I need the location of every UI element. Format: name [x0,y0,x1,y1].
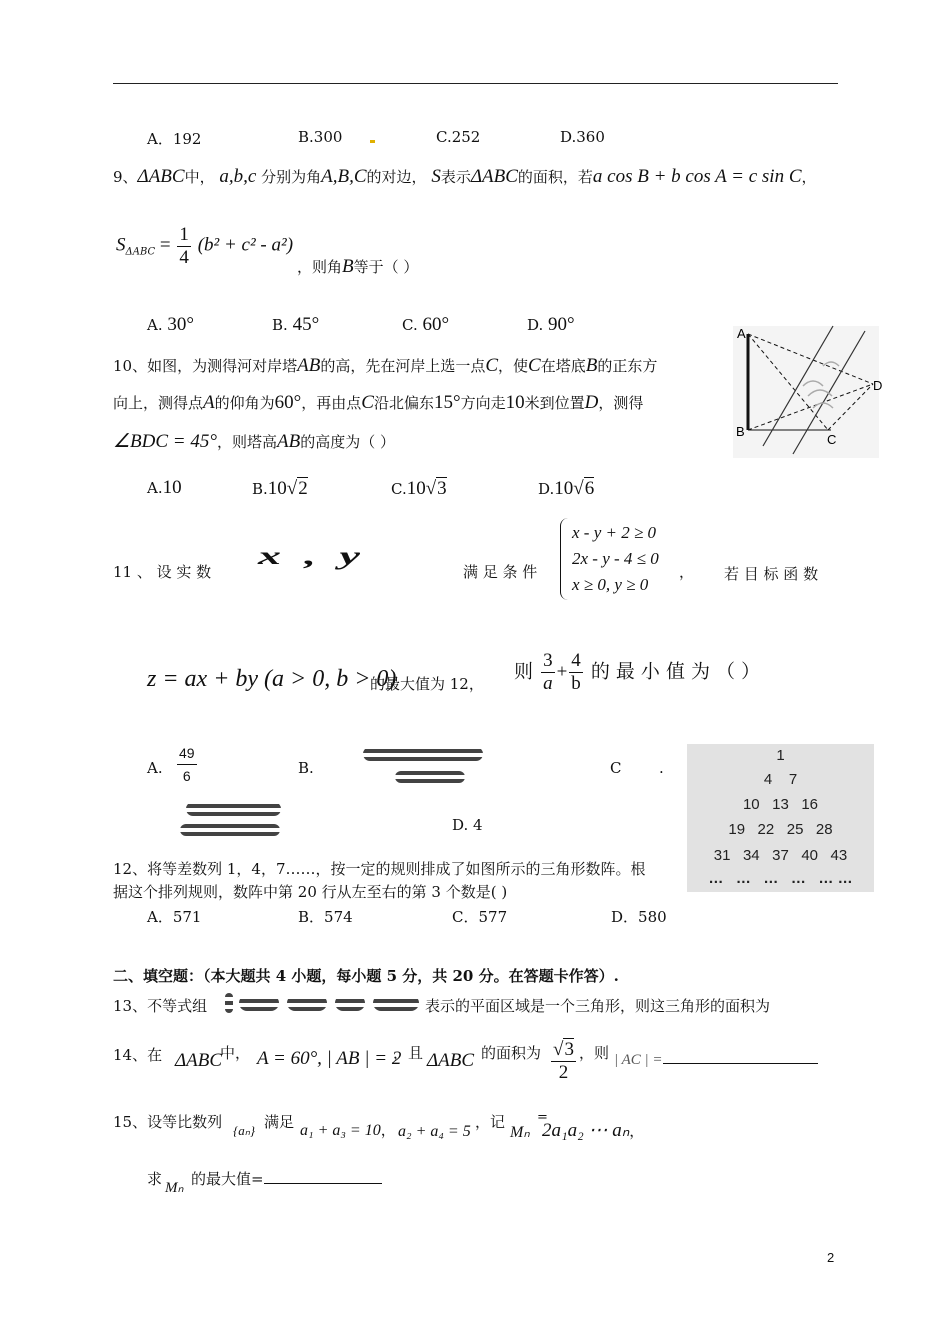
array-row-5: 31 34 37 40 43 [713,847,848,864]
q10-line1: 10、如图，为测得河对岸塔AB的高，先在河岸上选一点C，使C在塔底B的正东方 [113,355,658,376]
array-row-3: 10 13 16 [742,796,819,813]
q8-option-d: D.360 [560,128,605,146]
q10-figure [733,326,883,458]
q15-prefix: 15、设等比数列 [113,1113,223,1131]
q15-definition: 2a₁a₂ ⋯ aₙ， [542,1120,645,1141]
q14-text-4: ，则 [579,1044,610,1062]
q12-line1: 12、将等差数列 1，4，7……，按一定的规则排成了如图所示的三角形数阵。根 [113,860,646,878]
q11-expression: 则 $\frac{3}{a}$ + $\frac{4}{b}$ 的 最 小 值 为 （ ） [514,650,761,694]
array-row-2: 4 7 [763,771,798,788]
q9-line1: 9、ΔABC中， a,b,c 分别为角A,B,C的对边， S表示ΔABC的面积，若a cos B + b cos A = c sin C， [113,166,817,187]
q9-option-c: C. 60° [402,314,450,335]
array-row-1: 1 [776,747,785,764]
array-row-4: 19 22 25 28 [728,821,833,838]
q9-question: ，则角B等于（ ） [297,256,419,277]
q14-line: 14、在 [113,1046,163,1064]
q11-option-c-value [170,800,290,840]
array-row-6: … … … … … … [708,870,853,887]
q10-line3: ∠BDC = 45°，则塔高AB的高度为（ ） [113,431,395,452]
q11-option-b-value [345,747,495,787]
q12-line2: 据这个排列规则，数阵中第 20 行从左至右的第 3 个数是( ) [113,883,508,901]
q9-option-b: B. 45° [272,314,320,335]
q9-option-a: A. 30° [147,314,194,335]
q15-condition-1: a₁ + a₃ = 10， [300,1121,396,1139]
q11-max: 的最大值为 12， [370,675,484,693]
constraint-3: x ≥ 0, y ≥ 0 [572,575,649,594]
q14-text-3: 的面积为 [481,1044,542,1062]
q12-option-c: C．577 [452,908,508,926]
q15-sequence: {aₙ} [233,1123,256,1138]
q11-brace [560,518,571,600]
q15-mn: Mₙ [510,1124,530,1141]
figure-label-d: D [873,378,883,393]
q15-ask-text: 的最大值= [191,1168,382,1189]
q9-option-d: D. 90° [527,314,575,335]
q11-option-c-dot: . [659,759,664,777]
q8-option-b: B.300 [298,128,343,146]
q14-ask: | AC | = [614,1050,818,1069]
q11-suffix: 若 目 标 函 数 [724,565,819,583]
q12-option-b: B．574 [298,908,353,926]
q12-option-d: D．580 [611,908,667,926]
q11-objective: z = ax + by (a > 0, b > 0) [147,666,397,692]
q11-constraints [572,520,659,598]
q15-text-1: 满足 [264,1113,295,1131]
q14-text-1: 中， [220,1044,251,1062]
q11-option-d: D. 4 [452,816,483,834]
page-number: 2 [827,1250,835,1265]
q10-option-d: D.10√6 [538,478,595,499]
q13-inequality-system [225,991,425,1015]
q8-option-a: A．192 [147,130,202,148]
q15-ask: 求 [147,1170,163,1188]
constraint-2: 2x - y - 4 ≤ 0 [572,549,659,568]
figure-label-b: B [736,424,745,439]
q15-ask-mn: Mₙ [165,1180,184,1196]
q11-comma: ， [679,563,695,581]
q9-area-formula: $S_{\Delta ABC}$ = $\frac{1}{4}$ (b² + c² - a²) [116,224,294,268]
header-rule [113,83,838,84]
decorative-mark [370,140,375,143]
q12-option-a: A．571 [147,908,202,926]
q14-text-2: ，且 [393,1044,424,1062]
constraint-1: x - y + 2 ≥ 0 [572,523,657,542]
q11-option-c-label: C [610,759,622,777]
q11-prefix: 11 、 设 实 数 [113,563,212,581]
q14-condition: A = 60°, | AB | = 2 [257,1048,402,1069]
q15-equals: = [537,1110,548,1125]
figure-label-c: C [827,432,837,447]
q10-line2: 向上，测得点A的仰角为60°，再由点C沿北偏东15°方向走10米到位置D，测得 [113,392,644,413]
q10-option-a: A.10 [147,477,182,498]
figure-label-a: A [737,326,746,341]
q11-option-b-label: B. [298,759,314,777]
q13-prefix: 13、不等式组 [113,997,208,1015]
q14-triangle: ΔABC [175,1050,223,1071]
q10-option-c: C.10√3 [391,478,447,499]
q15-text-2: ，记 [475,1113,506,1131]
q11-variables: x , y [258,541,366,570]
q15-condition-2: a₂ + a₄ = 5 [398,1123,471,1140]
q11-mid: 满 足 条 件 [463,563,538,581]
q8-option-c: C.252 [436,128,481,146]
q14-triangle-2: ΔABC [427,1050,475,1071]
section-2-heading: 二、填空题：（本大题共 4 小题，每小题 5 分，共 20 分。在答题卡作答）. [113,967,619,985]
q11-option-a-label: A. [147,759,163,777]
q13-suffix: 表示的平面区域是一个三角形，则这三角形的面积为 [425,997,771,1015]
q10-option-b: B.10√2 [252,478,308,499]
q11-option-a-value: $\frac{49}{6}$ [175,742,199,787]
triangle-array-figure [687,744,874,892]
q14-area-fraction: $\frac{√3}{2}$ [553,1039,574,1083]
